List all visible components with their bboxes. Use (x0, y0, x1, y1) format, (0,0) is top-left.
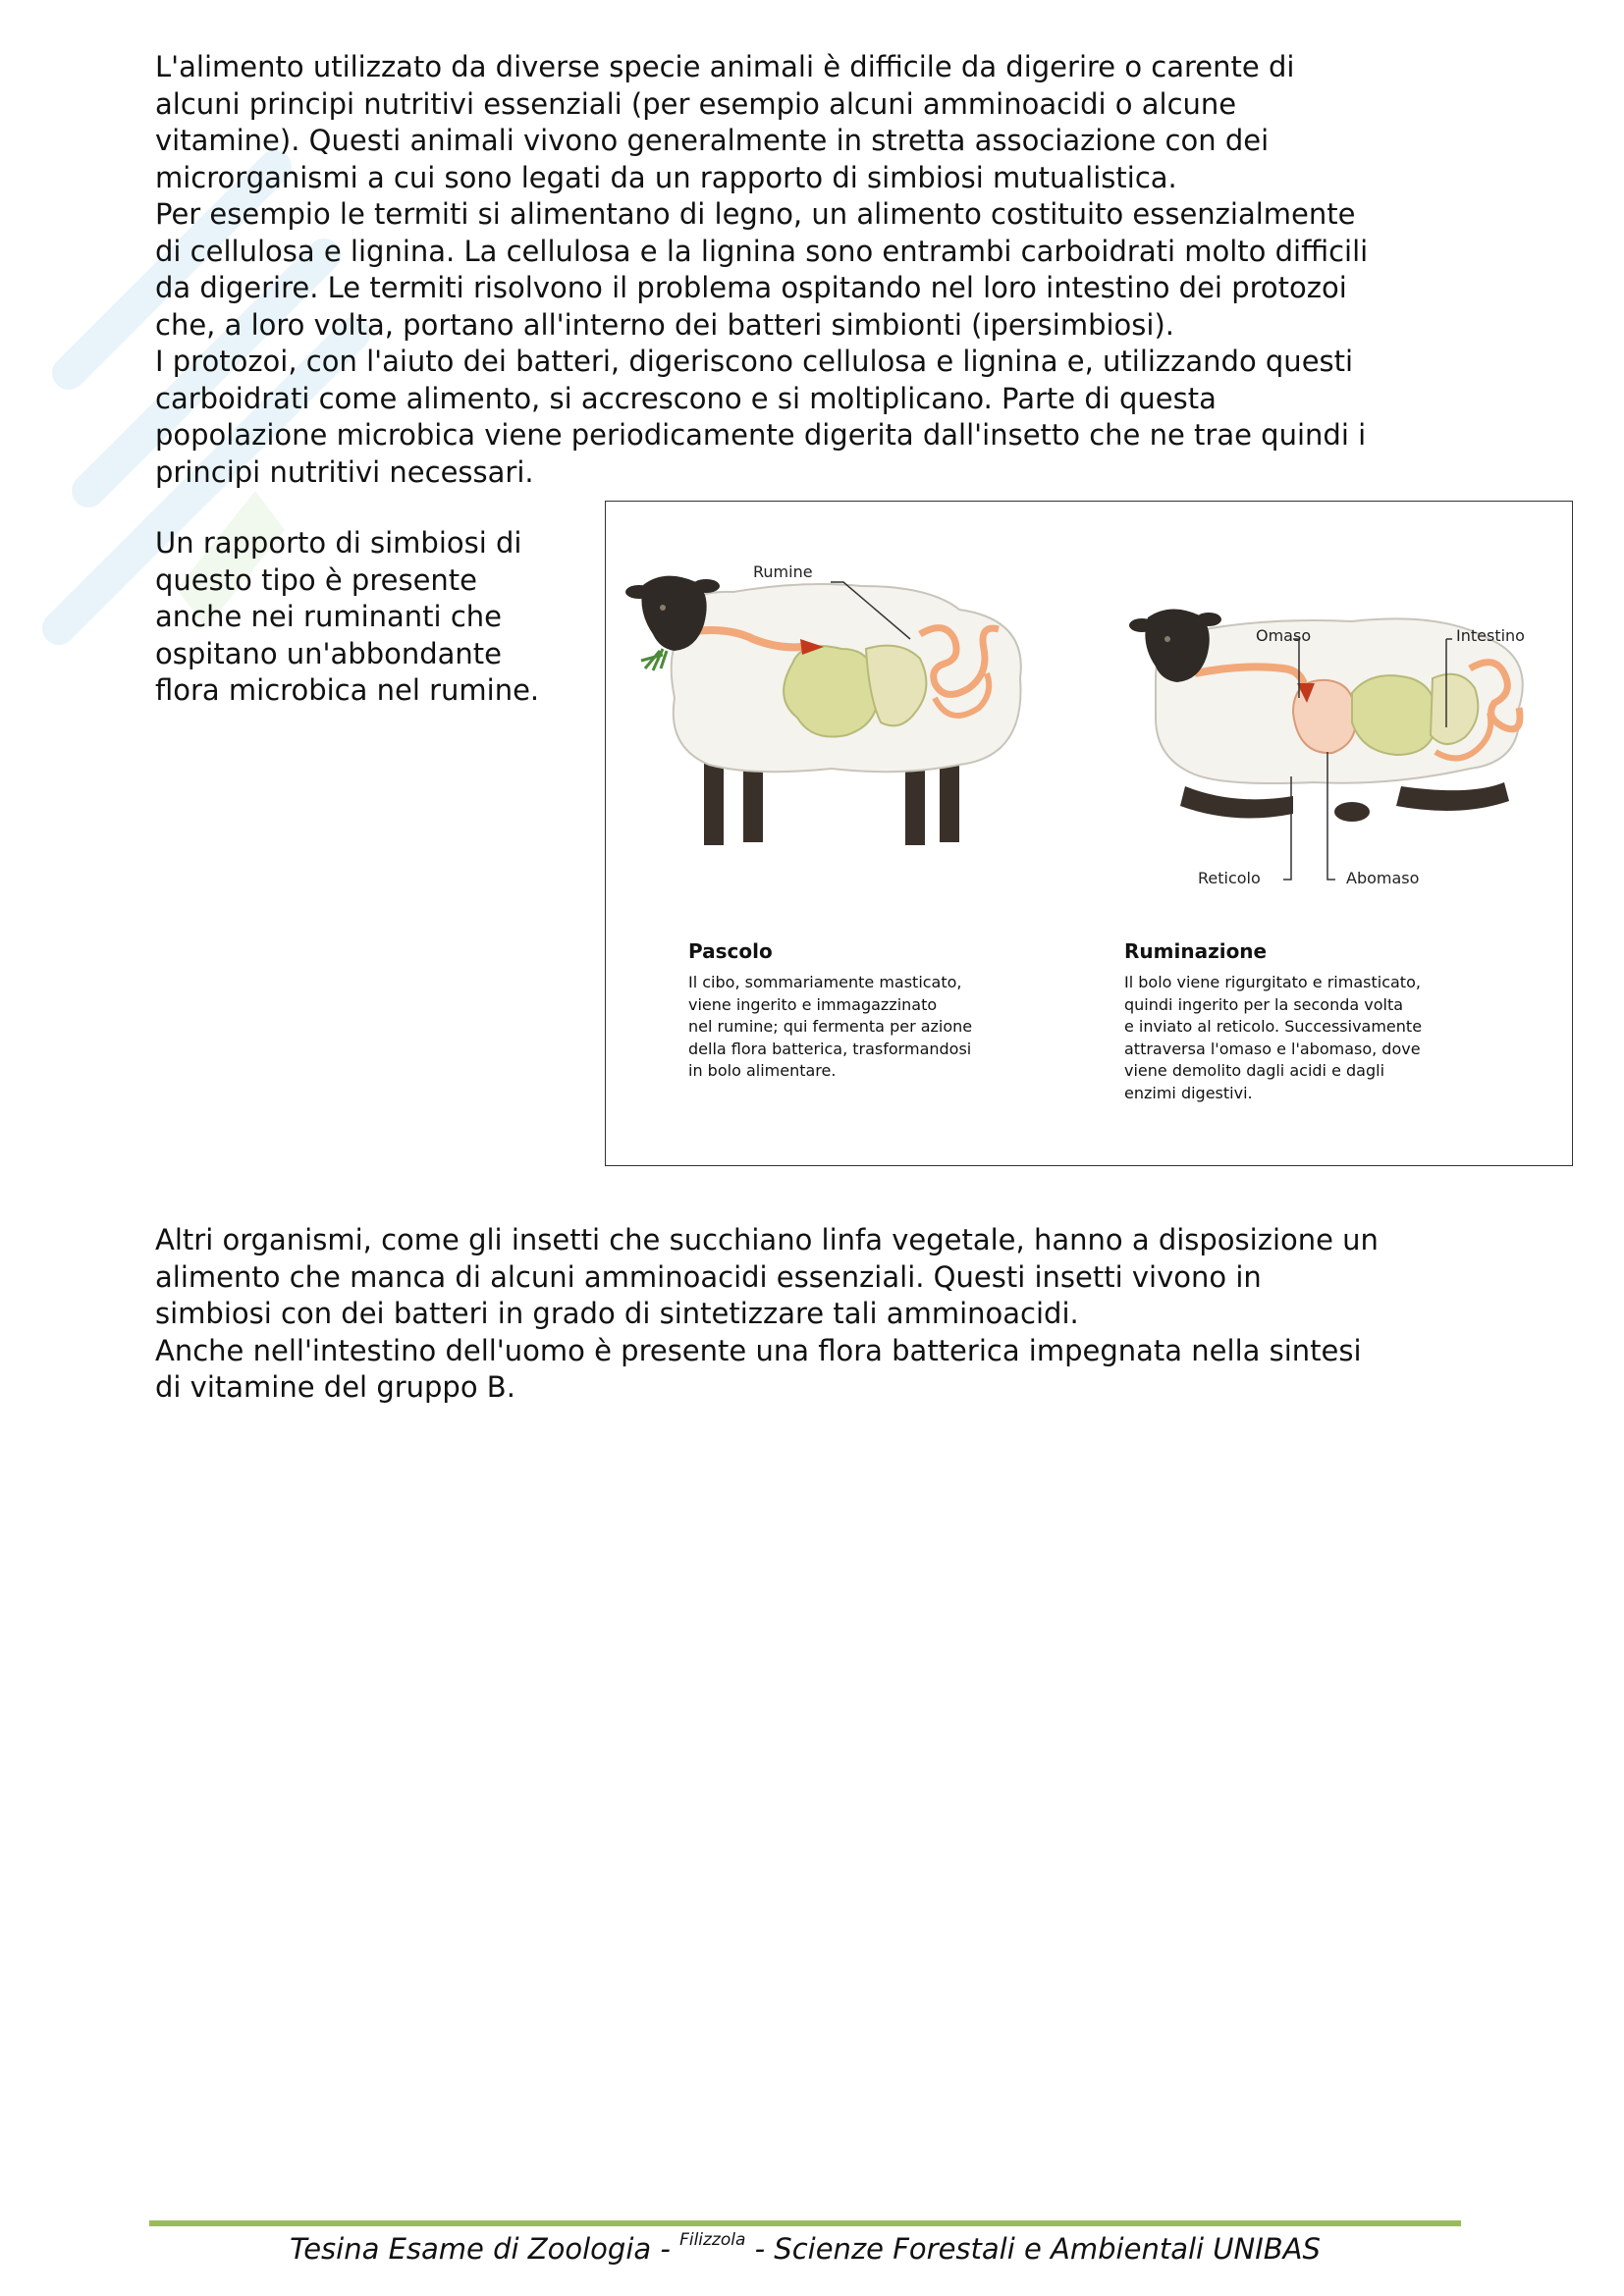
label-intestino: Intestino (1456, 626, 1525, 645)
text-line: Altri organismi, come gli insetti che succhiano linfa vegetale, hanno a disposizione un (155, 1223, 1379, 1256)
caption-title: Pascolo (688, 939, 773, 963)
text-line: microrganismi a cui sono legati da un rapporto di simbiosi mutualistica. (155, 160, 1177, 194)
text-line: che, a loro volta, portano all'interno dei batteri simbionti (ipersimbiosi). (155, 307, 1174, 342)
closing-paragraph (155, 1222, 1379, 1407)
footer-right: - Scienze Forestali e Ambientali UNIBAS (745, 2232, 1321, 2266)
caption-text: Il bolo viene rigurgitato e rimasticato, quindi ingerito per la seconda volta e inviato al reticolo. Successivamente attraversa l'omaso e l'abomaso, dove viene demolito dagli acidi e dagli enzimi digestivi. (1124, 973, 1423, 1102)
text-line: flora microbica nel rumine. (155, 673, 540, 707)
text-line: alcuni principi nutritivi essenziali (per esempio alcuni amminoacidi o alcune (155, 86, 1237, 121)
caption-text: Il cibo, sommariamente masticato, viene ingerito e immagazzinato nel rumine; qui fermenta per azione della flora batterica, trasformandosi in bolo alimentare. (688, 973, 973, 1080)
grazing-sheep (625, 576, 1021, 845)
text-line: Per esempio le termiti si alimentano di legno, un alimento costituito essenzialmente (155, 197, 1356, 231)
footer-author: Filizzola (679, 2230, 746, 2250)
text-line: Anche nell'intestino dell'uomo è presente una flora batterica impegnata nella sintesi (155, 1333, 1362, 1367)
text-line: simbiosi con dei batteri in grado di sintetizzare tali amminoacidi. (155, 1297, 1079, 1330)
text-line: ospitano un'abbondante (155, 636, 503, 670)
page-footer (149, 2230, 1461, 2266)
text-line: da digerire. Le termiti risolvono il problema ospitando nel loro intestino dei protozoi (155, 271, 1347, 304)
text-line: anche nei ruminanti che (155, 600, 502, 633)
text-line: popolazione microbica viene periodicamente digerita dall'insetto che ne trae quindi i (155, 418, 1367, 452)
label-rumine: Rumine (753, 562, 813, 581)
ruminating-sheep (1129, 609, 1523, 880)
intro-paragraph (155, 49, 1368, 491)
footer-left: Tesina Esame di Zoologia - (290, 2232, 680, 2266)
text-line: vitamine). Questi animali vivono generalmente in stretta associazione con dei (155, 124, 1270, 157)
text-line: L'alimento utilizzato da diverse specie animali è difficile da digerire o carente di (155, 50, 1295, 83)
caption-ruminazione (1124, 938, 1546, 1104)
footer-rule (149, 2220, 1461, 2226)
caption-pascolo (688, 938, 1061, 1083)
label-abomaso: Abomaso (1346, 869, 1420, 887)
text-line: I protozoi, con l'aiuto dei batteri, digeriscono cellulosa e lignina e, utilizzando questi (155, 345, 1354, 378)
text-line: di vitamine del gruppo B. (155, 1370, 515, 1404)
text-line: Un rapporto di simbiosi di (155, 526, 522, 560)
text-line: carboidrati come alimento, si accrescono e si moltiplicano. Parte di questa (155, 381, 1217, 415)
text-line: di cellulosa e lignina. La cellulosa e la lignina sono entrambi carboidrati molto difficili (155, 234, 1369, 268)
ruminant-digestion-figure (605, 501, 1573, 1166)
text-line: questo tipo è presente (155, 562, 478, 597)
text-line: alimento che manca di alcuni amminoacidi essenziali. Questi insetti vivono in (155, 1259, 1262, 1294)
ruminant-paragraph (155, 525, 539, 710)
text-line: principi nutritivi necessari. (155, 454, 534, 489)
label-omaso: Omaso (1256, 626, 1312, 645)
label-reticolo: Reticolo (1198, 869, 1261, 887)
caption-title: Ruminazione (1124, 939, 1268, 963)
